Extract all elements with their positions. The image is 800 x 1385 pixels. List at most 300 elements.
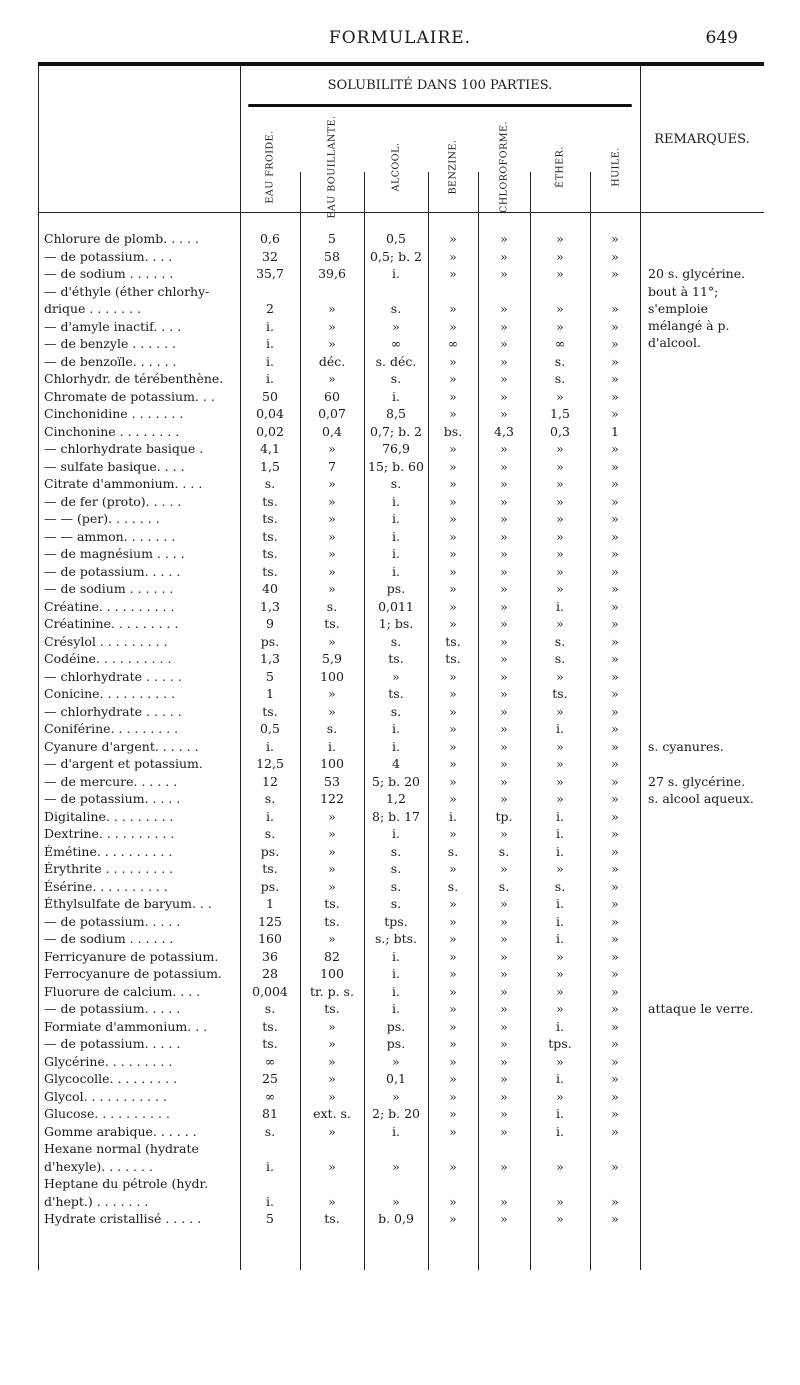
page-title: FORMULAIRE. [328, 28, 472, 48]
solubility-cell: » [611, 896, 619, 911]
solubility-cell: » [556, 983, 564, 999]
solubility-cell: » [449, 248, 457, 264]
solubility-cell: » [392, 318, 400, 334]
solubility-cell: » [328, 511, 336, 526]
substance-name: Ésérine. . . . . . . . . . [44, 878, 168, 894]
table-top-rule [38, 62, 764, 66]
substance-name: Ferricyanure de potassium. [44, 948, 219, 964]
solubility-cell: » [449, 563, 457, 579]
substance-name: Glycol. . . . . . . . . . . [44, 1088, 168, 1104]
solubility-cell: i. [392, 721, 400, 736]
running-head [0, 28, 800, 52]
solubility-cell: » [611, 528, 619, 544]
solubility-cell: » [611, 1193, 619, 1209]
table-row [38, 335, 764, 353]
substance-name: Éthylsulfate de baryum. . . [44, 896, 212, 911]
solubility-cell: i. [392, 388, 400, 404]
substance-name: Glycérine. . . . . . . . . [44, 1053, 173, 1069]
table-row [38, 370, 764, 388]
solubility-cell: 0,5 [260, 721, 280, 736]
table-row [38, 1070, 764, 1088]
solubility-cell: tr. p. s. [310, 983, 354, 999]
solubility-cell: » [449, 1088, 457, 1104]
solubility-cell: ∞ [390, 336, 402, 351]
solubility-cell: » [556, 616, 564, 631]
solubility-cell: ts. [324, 913, 340, 929]
solubility-cell: 1,5 [260, 458, 280, 474]
substance-name: — de sodium . . . . . . [44, 581, 174, 596]
substance-name: — de fer (proto). . . . . [44, 493, 182, 509]
solubility-cell: » [449, 668, 457, 684]
solubility-cell: » [328, 318, 336, 334]
substance-name: Cinchonine . . . . . . . . [44, 423, 180, 439]
solubility-cell: » [449, 406, 457, 421]
solubility-cell: » [556, 301, 564, 316]
substance-name: Ferrocyanure de potassium. [44, 966, 222, 981]
remarks-header: REMARQUES. [654, 132, 750, 147]
solubility-cell: 1 [611, 423, 619, 439]
substance-name: — de potassium. . . . . [44, 563, 181, 579]
table-row [38, 598, 764, 616]
substance-name: Digitaline. . . . . . . . . [44, 808, 174, 824]
table-row [38, 230, 764, 248]
table-row [38, 458, 764, 476]
substance-name: Dextrine. . . . . . . . . . [44, 826, 175, 841]
solubility-cell: 5 [266, 1211, 274, 1226]
solubility-cell: i. [556, 1123, 564, 1139]
solubility-cell: » [449, 458, 457, 474]
solubility-cell: 58 [324, 248, 340, 264]
table-row [38, 388, 764, 406]
solubility-cell: » [556, 563, 564, 579]
solubility-cell: 76,9 [382, 441, 410, 456]
table-row [38, 1123, 764, 1141]
solubility-cell: » [611, 686, 619, 701]
solubility-cell: 53 [324, 773, 340, 789]
solubility-cell: ∞ [264, 1088, 276, 1104]
solubility-cell: » [611, 458, 619, 474]
solubility-cell: » [556, 248, 564, 264]
solubility-cell: » [500, 826, 508, 841]
solubility-cell: 5; b. 20 [372, 773, 420, 789]
solubility-cell: 0,5 [386, 231, 406, 246]
solubility-cell: » [556, 738, 564, 754]
remark: s. alcool aqueux. [648, 791, 754, 806]
solubility-cell: i. [556, 843, 564, 859]
solubility-cell: s. [390, 301, 402, 316]
solubility-cell: 100 [320, 966, 344, 981]
solubility-cell: » [449, 616, 457, 631]
solubility-cell: » [328, 1053, 336, 1069]
table-row [38, 1140, 764, 1175]
solubility-cell: » [611, 406, 619, 421]
solubility-cell: » [328, 371, 336, 386]
solubility-cell: s. [447, 878, 459, 894]
table-row [38, 493, 764, 511]
solubility-cell: ps. [386, 1018, 406, 1034]
solubility-cell: » [449, 266, 457, 281]
solubility-cell: s. [264, 1001, 276, 1016]
solubility-cell: » [556, 1001, 564, 1016]
solubility-cell: » [449, 948, 457, 964]
solubility-cell: i. [392, 511, 400, 526]
solubility-cell: » [328, 826, 336, 841]
solubility-cell: i. [449, 808, 457, 824]
solubility-cell: s. [264, 476, 276, 491]
substance-name: Heptane du pétrole (hydr. [44, 1176, 209, 1191]
solubility-cell: » [500, 616, 508, 631]
solubility-cell: 2; b. 20 [372, 1106, 420, 1121]
solubility-cell: » [611, 353, 619, 369]
solubility-cell: » [328, 931, 336, 946]
solubility-cell: » [611, 966, 619, 981]
solubility-cell: » [328, 1088, 336, 1104]
solubility-cell: » [611, 738, 619, 754]
solubility-cell: » [556, 703, 564, 719]
solubility-cell: ts. [388, 686, 404, 701]
solubility-cell: » [449, 528, 457, 544]
solubility-cell: » [449, 318, 457, 334]
solubility-cell: » [328, 528, 336, 544]
substance-name: Coniférine. . . . . . . . . [44, 721, 179, 736]
solubility-cell: b. 0,9 [378, 1211, 414, 1226]
table-row [38, 773, 764, 791]
solubility-cell: » [449, 1001, 457, 1016]
solubility-cell: » [449, 231, 457, 246]
solubility-cell: ts. [262, 703, 278, 719]
solubility-cell: » [449, 598, 457, 614]
solubility-cell: » [449, 1123, 457, 1139]
substance-name: Chromate de potassium. . . [44, 388, 215, 404]
substance-name: — de sodium . . . . . . [44, 931, 174, 946]
table-row [38, 965, 764, 983]
solubility-cell: i. [392, 493, 400, 509]
solubility-cell: » [611, 476, 619, 491]
solubility-cell: » [611, 983, 619, 999]
solubility-cell: ts. [388, 651, 404, 666]
solubility-cell: » [500, 931, 508, 946]
solubility-cell: » [500, 633, 508, 649]
solubility-cell: s. [264, 791, 276, 806]
solubility-cell: » [500, 528, 508, 544]
solubility-cell: 5,9 [322, 651, 342, 666]
solubility-cell: » [556, 546, 564, 561]
solubility-cell: » [500, 703, 508, 719]
solubility-cell: 7 [328, 458, 336, 474]
solubility-cell: » [611, 336, 619, 351]
solubility-cell: » [449, 1106, 457, 1121]
solubility-cell: 50 [262, 388, 278, 404]
solubility-cell: s. [390, 371, 402, 386]
solubility-cell: » [500, 983, 508, 999]
table-row [38, 843, 764, 861]
table-row [38, 248, 764, 266]
solubility-cell: » [556, 441, 564, 456]
solubility-cell: 1,3 [260, 598, 280, 614]
solubility-cell: » [611, 1053, 619, 1069]
substance-name: Glycocolle. . . . . . . . . [44, 1071, 178, 1086]
solubility-cell: » [611, 616, 619, 631]
table-row [38, 1053, 764, 1071]
substance-name: — de benzyle . . . . . . [44, 336, 177, 351]
solubility-cell: i. [266, 318, 274, 334]
solubility-cell: » [556, 756, 564, 771]
table-row [38, 808, 764, 826]
table-row [38, 860, 764, 878]
solubility-cell: 125 [258, 913, 282, 929]
substance-name: — de potassium. . . . [44, 248, 173, 264]
table-row [38, 1175, 764, 1210]
solubility-cell: » [449, 861, 457, 876]
solubility-cell: » [611, 1123, 619, 1139]
solubility-cell: ts. [324, 616, 340, 631]
substance-name: — d'éthyle (éther chlorhy- [44, 283, 210, 299]
solubility-cell: » [611, 878, 619, 894]
solubility-cell: ps. [386, 581, 406, 596]
solubility-cell: s. [390, 843, 402, 859]
solubility-cell: 2 [266, 301, 274, 316]
solubility-cell: » [328, 441, 336, 456]
solubility-cell: » [556, 511, 564, 526]
solubility-cell: » [556, 476, 564, 491]
substance-name: — de potassium. . . . . [44, 913, 181, 929]
substance-name: Créatine. . . . . . . . . . [44, 598, 175, 614]
substance-name: — d'argent et potassium. [44, 756, 203, 771]
solubility-cell: » [392, 668, 400, 684]
solubility-cell: » [500, 738, 508, 754]
solubility-cell: 0,6 [260, 231, 280, 246]
solubility-cell: » [500, 598, 508, 614]
solubility-cell: i. [266, 1193, 274, 1209]
solubility-cell: » [611, 546, 619, 561]
solubility-cell: ∞ [447, 336, 459, 351]
solubility-cell: i. [266, 371, 274, 386]
solubility-cell: 8,5 [386, 406, 406, 421]
column-header: CHLOROFORME. [498, 121, 510, 213]
solubility-cell: » [556, 773, 564, 789]
substance-name: — — ammon. . . . . . . [44, 528, 176, 544]
solubility-cell: » [500, 896, 508, 911]
solubility-cell: 4,3 [494, 423, 514, 439]
solubility-cell: 1,2 [386, 791, 406, 806]
solubility-cell: » [500, 458, 508, 474]
solubility-cell: » [500, 563, 508, 579]
group-title: SOLUBILITÉ DANS 100 PARTIES. [327, 78, 553, 93]
solubility-cell: » [328, 633, 336, 649]
solubility-cell: s. [390, 878, 402, 894]
solubility-cell: ts. [324, 896, 340, 911]
solubility-cell: » [500, 1001, 508, 1016]
solubility-cell: » [556, 388, 564, 404]
solubility-cell: » [611, 1158, 619, 1174]
solubility-cell: » [611, 248, 619, 264]
table-row [38, 650, 764, 668]
solubility-cell: » [611, 1211, 619, 1226]
table-row [38, 265, 764, 283]
solubility-cell: ts. [445, 633, 461, 649]
solubility-cell: 0,3 [550, 423, 570, 439]
column-header: BENZINE. [447, 139, 459, 195]
solubility-cell: ts. [262, 528, 278, 544]
table-row [38, 668, 764, 686]
solubility-cell: i. [328, 738, 336, 754]
solubility-cell: i. [556, 721, 564, 736]
table-row [38, 1088, 764, 1106]
substance-name: Conicine. . . . . . . . . . [44, 686, 176, 701]
solubility-cell: i. [392, 546, 400, 561]
solubility-cell: i. [556, 598, 564, 614]
solubility-cell: » [500, 318, 508, 334]
solubility-cell: 8; b. 17 [372, 808, 420, 824]
solubility-cell: » [449, 1036, 457, 1051]
solubility-cell: » [328, 581, 336, 596]
substance-name: Crésylol . . . . . . . . . [44, 633, 168, 649]
substance-name: — d'amyle inactif. . . . [44, 318, 182, 334]
solubility-cell: » [449, 1071, 457, 1086]
solubility-cell: i. [392, 983, 400, 999]
table-row [38, 423, 764, 441]
solubility-cell: ts. [552, 686, 568, 701]
solubility-cell: » [449, 756, 457, 771]
solubility-cell: » [449, 721, 457, 736]
solubility-cell: » [500, 301, 508, 316]
table-row [38, 755, 764, 773]
solubility-cell: s. [326, 598, 338, 614]
solubility-cell: » [449, 791, 457, 806]
solubility-cell: » [328, 493, 336, 509]
solubility-cell: 0,04 [256, 406, 284, 421]
header-rule [640, 212, 764, 213]
solubility-cell: » [449, 581, 457, 596]
solubility-cell: i. [556, 896, 564, 911]
solubility-cell: » [500, 948, 508, 964]
substance-name: Chlorhydr. de térébenthène. [44, 371, 224, 386]
solubility-cell: » [611, 721, 619, 736]
substance-name-continued: drique . . . . . . . [44, 301, 142, 316]
solubility-cell: » [500, 966, 508, 981]
solubility-cell: » [611, 791, 619, 806]
solubility-cell: » [500, 686, 508, 701]
solubility-cell: » [611, 1071, 619, 1086]
solubility-cell: » [328, 1158, 336, 1174]
solubility-cell: » [556, 791, 564, 806]
solubility-cell: » [500, 353, 508, 369]
solubility-cell: 100 [320, 756, 344, 771]
solubility-cell: ts. [262, 1036, 278, 1051]
remark: s. cyanures. [648, 738, 724, 754]
table-row [38, 738, 764, 756]
solubility-cell: » [611, 668, 619, 684]
substance-name: — — (per). . . . . . . [44, 511, 160, 526]
solubility-cell: 9 [266, 616, 274, 631]
table-row [38, 983, 764, 1001]
solubility-cell: s. [554, 651, 566, 666]
solubility-cell: » [500, 231, 508, 246]
solubility-cell: ts. [262, 861, 278, 876]
solubility-cell: ts. [324, 1001, 340, 1016]
solubility-cell: i. [392, 948, 400, 964]
substance-name: Formiate d'ammonium. . . [44, 1018, 208, 1034]
solubility-cell: 36 [262, 948, 278, 964]
column-header: EAU BOUILLANTE. [326, 115, 338, 219]
solubility-cell: s.; bts. [375, 931, 417, 946]
table-row [38, 1000, 764, 1018]
solubility-cell: ps. [260, 633, 280, 649]
solubility-cell: » [449, 441, 457, 456]
solubility-cell: 4,1 [260, 441, 280, 456]
solubility-cell: » [556, 581, 564, 596]
solubility-cell: » [328, 878, 336, 894]
solubility-cell: » [392, 1053, 400, 1069]
table-row [38, 930, 764, 948]
solubility-cell: s. [498, 843, 510, 859]
solubility-cell: » [500, 493, 508, 509]
table-row [38, 948, 764, 966]
table-row [38, 510, 764, 528]
solubility-cell: » [449, 896, 457, 911]
solubility-cell: » [556, 948, 564, 964]
solubility-cell: 5 [328, 231, 336, 246]
solubility-cell: s. [554, 353, 566, 369]
solubility-cell: s. [390, 896, 402, 911]
solubility-cell: 12 [262, 773, 278, 789]
table-row [38, 703, 764, 721]
solubility-cell: » [449, 1193, 457, 1209]
solubility-cell: » [500, 861, 508, 876]
table-row [38, 353, 764, 371]
table-row [38, 895, 764, 913]
solubility-cell: » [556, 1158, 564, 1174]
solubility-cell: » [500, 248, 508, 264]
solubility-cell: 0,07 [318, 406, 346, 421]
solubility-cell: » [328, 861, 336, 876]
solubility-cell: s. [447, 843, 459, 859]
solubility-cell: » [328, 1071, 336, 1086]
solubility-cell: » [449, 738, 457, 754]
table-row [38, 1210, 764, 1228]
solubility-cell: » [500, 441, 508, 456]
column-header: HUILE. [610, 147, 622, 187]
substance-name: Gomme arabique. . . . . . [44, 1123, 197, 1139]
solubility-cell: ts. [262, 493, 278, 509]
solubility-cell: i. [556, 931, 564, 946]
solubility-cell: » [449, 703, 457, 719]
solubility-cell: » [611, 773, 619, 789]
solubility-cell: s. [554, 633, 566, 649]
solubility-cell: » [449, 773, 457, 789]
solubility-cell: 28 [262, 966, 278, 981]
table-row [38, 913, 764, 931]
solubility-cell: » [449, 1053, 457, 1069]
solubility-cell: » [500, 266, 508, 281]
solubility-cell: » [500, 1106, 508, 1121]
solubility-cell: » [611, 441, 619, 456]
solubility-cell: » [500, 1158, 508, 1174]
solubility-cell: s. [390, 861, 402, 876]
solubility-cell: 0,02 [256, 423, 284, 439]
solubility-cell: » [449, 931, 457, 946]
page-number: 649 [705, 28, 738, 48]
solubility-cell: ts. [262, 1018, 278, 1034]
solubility-cell: 0,011 [378, 598, 414, 614]
remark: 20 s. glycérine. [648, 266, 746, 281]
solubility-cell: » [500, 791, 508, 806]
solubility-cell: » [611, 1088, 619, 1104]
solubility-cell: ∞ [264, 1053, 276, 1069]
solubility-cell: » [449, 826, 457, 841]
solubility-cell: » [328, 476, 336, 491]
solubility-cell: » [611, 703, 619, 719]
